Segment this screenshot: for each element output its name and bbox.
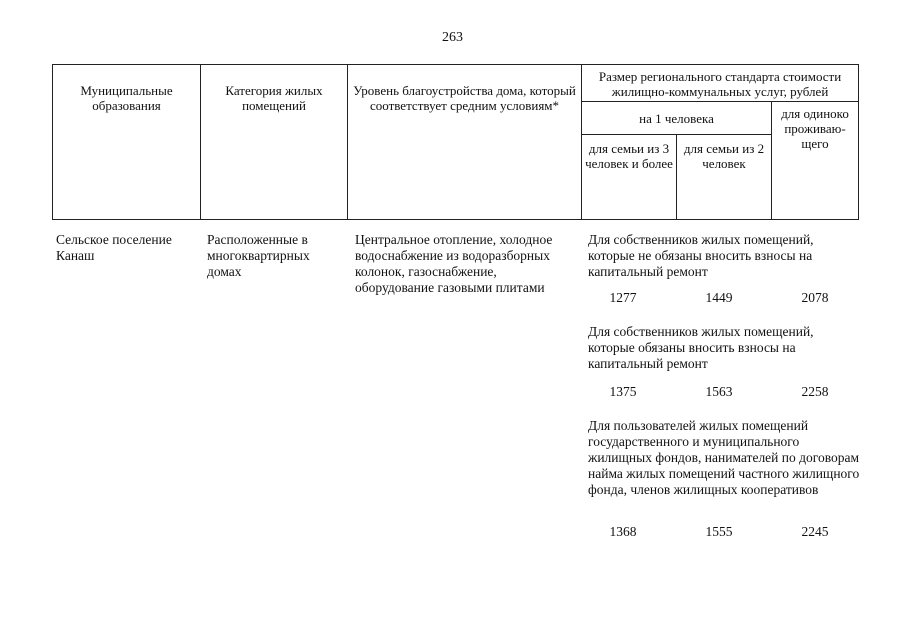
value-single: 2245 (801, 524, 829, 539)
group-title: Для пользователей жилых помещений государственного и муниципального жилищных фондов, нанимателей по договорам найма жилых помещений частного жилищного фонда, членов жилищных кооперативов (588, 418, 860, 497)
category-cell: Расположенные в многоквартирных домах (207, 232, 310, 279)
group-title: Для собственников жилых помещений, которые обязаны вносить взносы на капитальный ремонт (588, 324, 814, 371)
amenities-cell: Центральное отопление, холодное водоснабжение из водоразборных колонок, газоснабжение, оборудование газовыми плитами (355, 232, 553, 295)
tenant-group (588, 418, 863, 539)
owner-group-with-repair (588, 324, 863, 399)
header-family-3: для семьи из 3 человек и более (582, 135, 677, 220)
standard-cost-table-header (52, 64, 859, 220)
header-category: Категория жилых помещений (201, 65, 348, 220)
municipality-cell: Сельское поселение Канаш (56, 232, 172, 263)
value-family-3: 1277 (609, 290, 637, 305)
page-number: 263 (442, 30, 463, 45)
header-standard-size: Размер регионального стандарта стоимости жилищно-коммунальных услуг, рублей (582, 65, 859, 102)
value-family-2: 1555 (705, 524, 733, 539)
value-family-2: 1563 (705, 384, 733, 399)
value-single: 2258 (801, 384, 829, 399)
group-title: Для собственников жилых помещений, которые не обязаны вносить взносы на капитальный ремонт (588, 232, 814, 279)
header-amenities: Уровень благоустройства дома, который соответствует средним условиям* (348, 65, 582, 220)
header-single-resident: для одиноко проживаю-щего (772, 102, 859, 220)
group-values (588, 290, 858, 306)
header-family-2: для семьи из 2 человек (677, 135, 772, 220)
group-values (588, 384, 858, 400)
value-family-3: 1375 (609, 384, 637, 399)
value-family-3: 1368 (609, 524, 637, 539)
value-family-2: 1449 (705, 290, 733, 305)
value-single: 2078 (801, 290, 829, 305)
group-values (588, 524, 858, 540)
header-per-person: на 1 человека (582, 102, 772, 135)
owner-group-no-repair (588, 232, 863, 305)
header-municipality: Муниципальные образования (53, 65, 201, 220)
